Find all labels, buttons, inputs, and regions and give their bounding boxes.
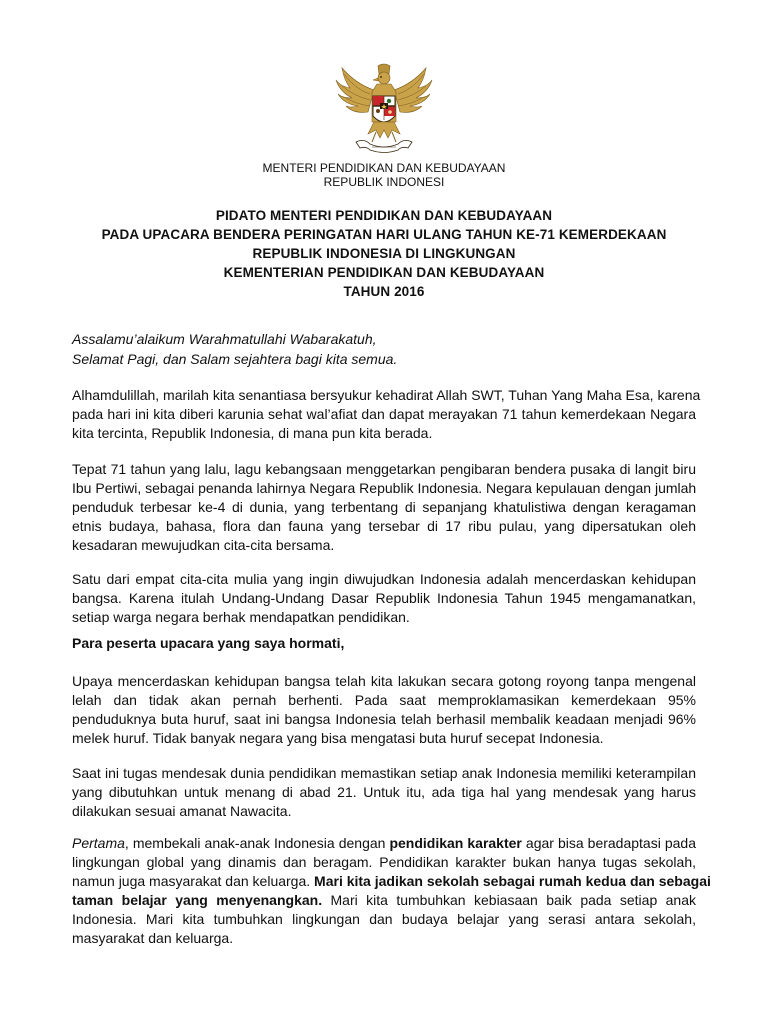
paragraph-5-line: Saat ini tugas mendesak dunia pendidikan memastikan setiap anak Indonesia memiliki keterampilan (72, 765, 696, 781)
paragraph-4-line: melek huruf. Tidak banyak negara yang bisa mengatasi buta huruf secepat Indonesia. (72, 730, 604, 746)
paragraph-4-line: penduduknya buta huruf, saat ini bangsa Indonesia telah berhasil membalik keadaan menjadi 96% (72, 711, 696, 727)
paragraph-4-line: lelah dan tidak akan pernah berhenti. Pada saat memproklamasikan kemerdekaan 95% (72, 692, 696, 708)
paragraph-5-line: dilakukan sesuai amanat Nawacita. (72, 803, 292, 819)
paragraph-2-line: etnis budaya, bahasa, flora dan fauna yang tersebar di 17 ribu pulau, yang dipersatukan oleh (72, 518, 696, 534)
paragraph-2-line: Ibu Pertiwi, sebagai penanda lahirnya Negara Republik Indonesia. Negara kepulauan dengan jumlah (72, 480, 697, 496)
ministry-name: MENTERI PENDIDIKAN DAN KEBUDAYAAN (262, 161, 506, 175)
paragraph-1-line: Alhamdulillah, marilah kita senantiasa bersyukur kehadirat Allah SWT, Tuhan Yang Maha Esa, karena (72, 387, 701, 403)
paragraph-2-line: penduduk terbesar ke-4 di dunia, yang terbentang di sepanjang khatulistiwa dengan keragaman (72, 499, 696, 515)
paragraph-3-line: setiap warga negara berhak mendapatkan pendidikan. (72, 609, 410, 625)
garuda-emblem-icon (334, 62, 434, 158)
paragraph-2-line: Tepat 71 tahun yang lalu, lagu kebangsaan menggetarkan pengibaran bendera pusaka di langit biru (72, 461, 696, 477)
school-emphasis: Mari kita jadikan sekolah sebagai rumah kedua dan sebagai (314, 873, 711, 889)
paragraph-6-line (72, 872, 711, 890)
title-line-4: KEMENTERIAN PENDIDIKAN DAN KEBUDAYAAN (223, 265, 545, 280)
title-line-3: REPUBLIK INDONESIA DI LINGKUNGAN (252, 246, 516, 261)
paragraph-4-line: Upaya mencerdaskan kehidupan bangsa telah kita lakukan secara gotong royong tanpa mengenal (72, 673, 696, 689)
paragraph-1-line: kita tercinta, Republik Indonesia, di mana pun kita berada. (72, 425, 433, 441)
title-line-1: PIDATO MENTERI PENDIDIKAN DAN KEBUDAYAAN (215, 208, 553, 223)
paragraph-6-line: lingkungan global yang dinamis dan beragam. Pendidikan karakter bukan hanya tugas sekolah, (72, 854, 696, 870)
paragraph-6-line: masyarakat dan keluarga. (72, 930, 234, 946)
country-name: REPUBLIK INDONESI (323, 175, 445, 189)
garden-emphasis: taman belajar yang menyenangkan. (72, 892, 323, 908)
title-line-2: PADA UPACARA BENDERA PERINGATAN HARI ULANG TAHUN KE-71 KEMERDEKAAN (101, 227, 667, 242)
character-education-emphasis: pendidikan karakter (389, 835, 522, 851)
title-line-5: TAHUN 2016 (343, 284, 425, 299)
paragraph-2-line: kesadaran mewujudkan cita-cita bersama. (72, 537, 335, 553)
greeting-line-2: Selamat Pagi, dan Salam sejahtera bagi kita semua. (72, 351, 398, 367)
paragraph-5-line: yang dibutuhkan untuk menang di abad 21. Untuk itu, ada tiga hal yang mendesak yang harus (72, 784, 696, 800)
paragraph-6-text: , membekali anak-anak Indonesia dengan (124, 835, 390, 851)
paragraph-6-line (72, 891, 696, 909)
greeting-line-1: Assalamu’alaikum Warahmatullahi Wabarakatuh, (72, 331, 377, 347)
paragraph-6-line (72, 834, 696, 852)
paragraph-6-text: Mari kita tumbuhkan kebiasaan baik pada setiap anak (322, 892, 697, 908)
paragraph-1-line: pada hari ini kita diberi karunia sehat wal’afiat dan dapat merayakan 71 tahun kemerdekaan Negara (72, 406, 696, 422)
paragraph-3-line: Satu dari empat cita-cita mulia yang ingin diwujudkan Indonesia adalah mencerdaskan kehidupan (72, 571, 696, 587)
salutation: Para peserta upacara yang saya hormati, (72, 635, 345, 651)
paragraph-6-text: namun juga masyarakat dan keluarga. (72, 873, 315, 889)
pertama-label: Pertama (72, 835, 125, 851)
paragraph-6-text: agar bisa beradaptasi pada (521, 835, 696, 851)
paragraph-6-line: Indonesia. Mari kita tumbuhkan lingkungan dan budaya belajar yang serasi antara sekolah, (72, 911, 696, 927)
paragraph-3-line: bangsa. Karena itulah Undang-Undang Dasar Republik Indonesia Tahun 1945 mengamanatkan, (72, 590, 696, 606)
